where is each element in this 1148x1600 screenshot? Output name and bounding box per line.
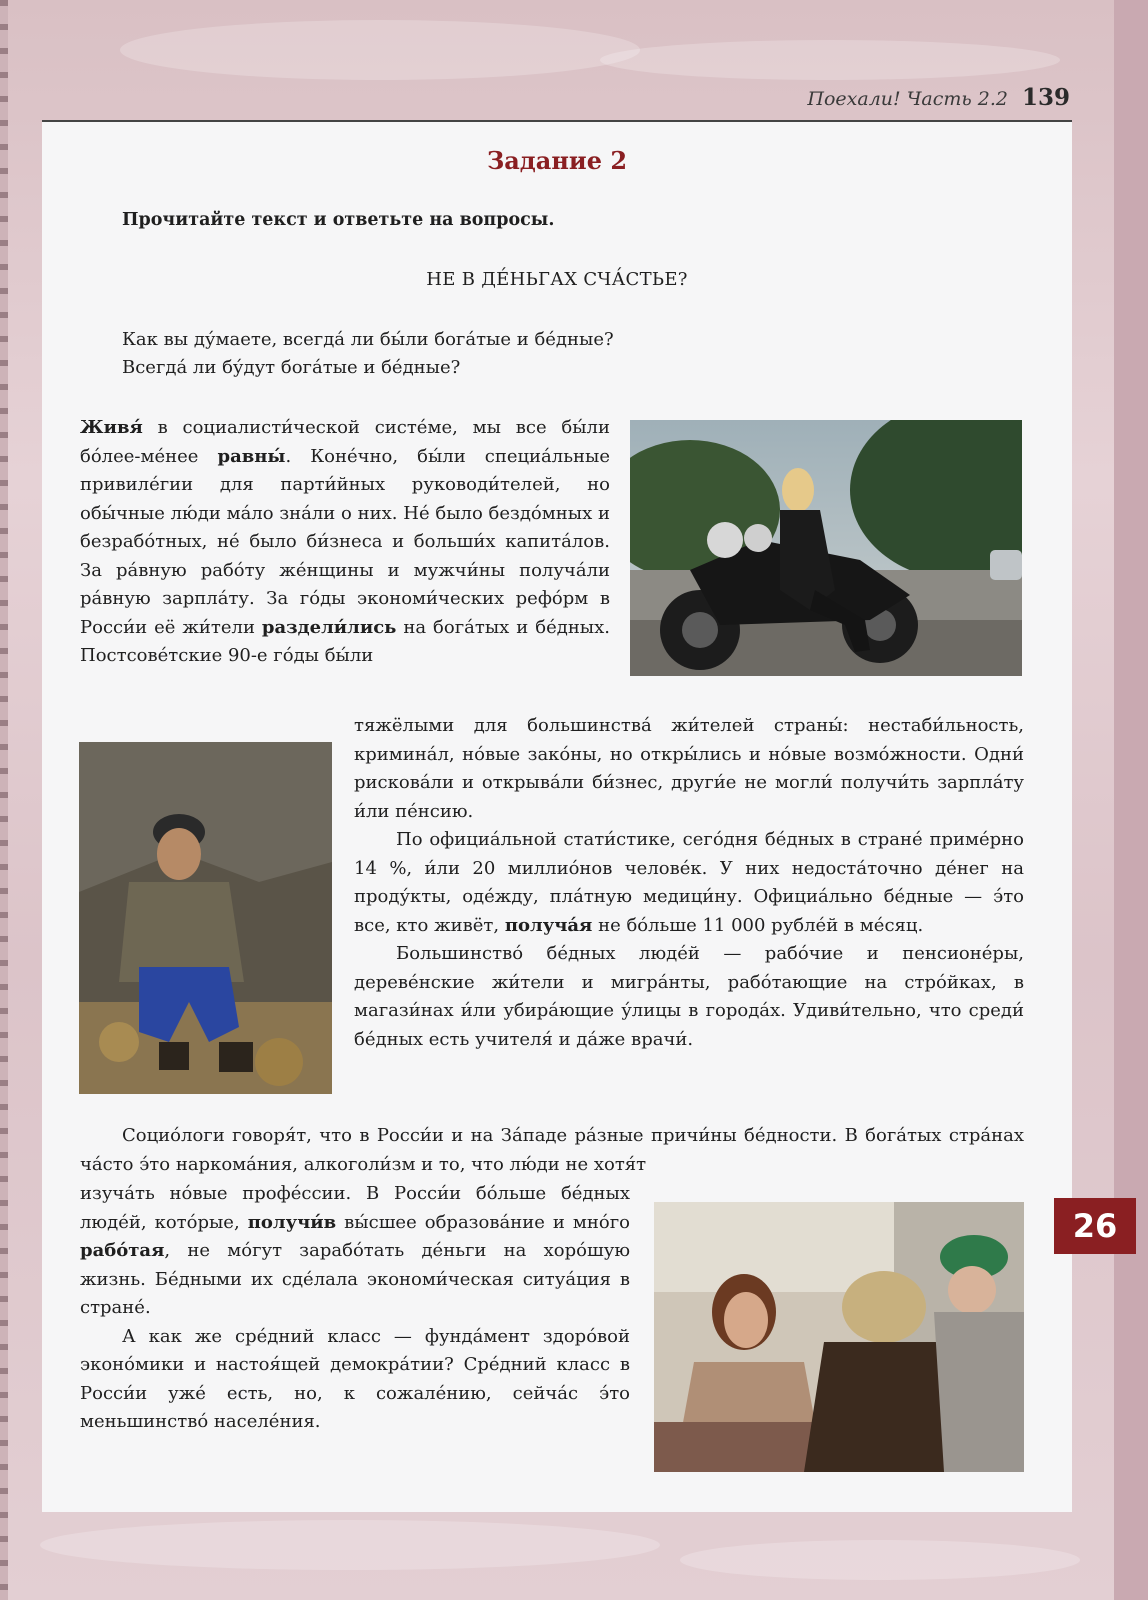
left-bottom-text xyxy=(80,1180,630,1437)
text-run: , не мо́гут зарабо́тать де́ньги на хоро́шую жизнь. Бе́дными их сде́лала экономи́ческая ситуа́ция в стране́. xyxy=(80,1240,630,1318)
text-run: изуча́ть но́вые профе́ссии. В Росси́и бо́льше бе́дных люде́й, кото́рые, xyxy=(80,1183,630,1233)
text-run: в социалисти́ческой систе́ме, мы все бы́ли бо́лее-ме́нее xyxy=(80,417,610,467)
question-1: Как вы ду́маете, всегда́ ли бы́ли бога́тые и бе́дные? xyxy=(122,329,614,350)
bold-word: раздели́лись xyxy=(261,616,397,638)
bold-word: получи́в xyxy=(247,1211,337,1233)
paragraph-4-continued xyxy=(80,1180,630,1323)
elderly-man-photo-image xyxy=(79,742,332,1094)
paragraph-3: Большинство́ бе́дных люде́й — рабо́чие и пенсионе́ры, дереве́нские жи́тели и мигра́нты, рабо́тающие на стро́йках, в магази́нах и́ли убира́ющие у́лицы в города́х. Удиви́тельно, что среди́ бе́дных есть учителя́ и да́же врачи́. xyxy=(354,943,1024,1050)
photo-bank-counter xyxy=(654,1202,1024,1472)
task-instruction: Прочитайте текст и ответьте на вопросы. xyxy=(122,210,555,230)
photo-woman-motorcycle xyxy=(630,420,1022,676)
paragraph-2 xyxy=(354,826,1024,940)
binding-spine xyxy=(0,0,8,1600)
bank-counter-photo-image xyxy=(654,1202,1024,1472)
motorcycle-photo-image xyxy=(630,420,1022,676)
content-panel xyxy=(42,120,1072,1512)
paragraph-4-top xyxy=(80,1122,1024,1179)
text-run: не бо́льше 11 000 рубле́й в ме́сяц. xyxy=(592,914,924,936)
paragraph-1-continued: тяжёлыми для большинства́ жи́телей страны́: нестаби́льность, кримина́л, но́вые зако́ны, но откры́лись и но́вые возмо́жности. Одни́ рискова́ли и открыва́ли би́знес, други́е не могли́ получи́ть зарпла́ту и́ли пе́нсию. xyxy=(354,715,1024,822)
right-column-text xyxy=(354,712,1024,1054)
task-title: Задание 2 xyxy=(486,146,628,175)
photo-elderly-man xyxy=(79,742,332,1094)
paragraph-4-lead: Социо́логи говоря́т, что в Росси́и и на За́паде ра́зные причи́ны бе́дности. В бога́тых стра́нах ча́сто э́то наркома́ния, алкоголи́зм и то, что лю́ди не хотя́т xyxy=(80,1125,1024,1175)
paragraph-5: А как же сре́дний класс — фунда́мент здоро́вой эконо́мики и настоя́щей демокра́тии? Сре́дний класс в Росси́и уже́ есть, но, к сожале́нию, сейча́с э́то меньшинство́ населе́ния. xyxy=(80,1325,630,1432)
text-run: . Коне́чно, бы́ли специа́льные привиле́гии для парти́йных руководи́телей, но обы́чные лю́ди ма́ло зна́ли о них. Не́ было бездо́мных и безрабо́тных, не́ было би́знеса и больши́х капита́лов. За ра́вную рабо́ту же́нщины и мужчи́ны получа́ли ра́вную зарпла́ту. За го́ды экономи́ческих рефо́рм в Росси́и её жи́тели xyxy=(80,445,610,638)
running-header xyxy=(640,84,1070,120)
page-right-edge xyxy=(1114,0,1148,1600)
paragraph-1 xyxy=(80,414,610,671)
bold-word: Живя́ xyxy=(80,417,143,438)
lesson-number-tab: 26 xyxy=(1054,1198,1136,1254)
bold-word: рабо́тая xyxy=(80,1240,165,1261)
page-number: 139 xyxy=(1021,84,1070,111)
bold-word: равны́ xyxy=(217,445,286,467)
bold-word: получа́я xyxy=(504,914,593,936)
question-2: Всегда́ ли бу́дут бога́тые и бе́дные? xyxy=(122,357,461,378)
text-heading: НЕ В ДЕ́НЬГАХ СЧА́СТЬЕ? xyxy=(426,269,688,290)
text-run: на бога́тых и бе́дных. Постсове́тские 90-е го́ды бы́ли xyxy=(80,616,611,666)
book-title: Поехали! Часть 2.2 xyxy=(807,88,1008,110)
text-run: вы́сшее образова́ние и мно́го xyxy=(336,1211,630,1233)
text-run: По официа́льной стати́стике, сего́дня бе́дных в стране́ приме́рно 14 %, и́ли 20 миллио́нов челове́к. У них недоста́точно де́нег на проду́кты, оде́жду, пла́тную медици́ну. Официа́льно бе́дные — э́то все, кто живёт, xyxy=(354,829,1024,936)
intro-questions xyxy=(122,326,614,382)
